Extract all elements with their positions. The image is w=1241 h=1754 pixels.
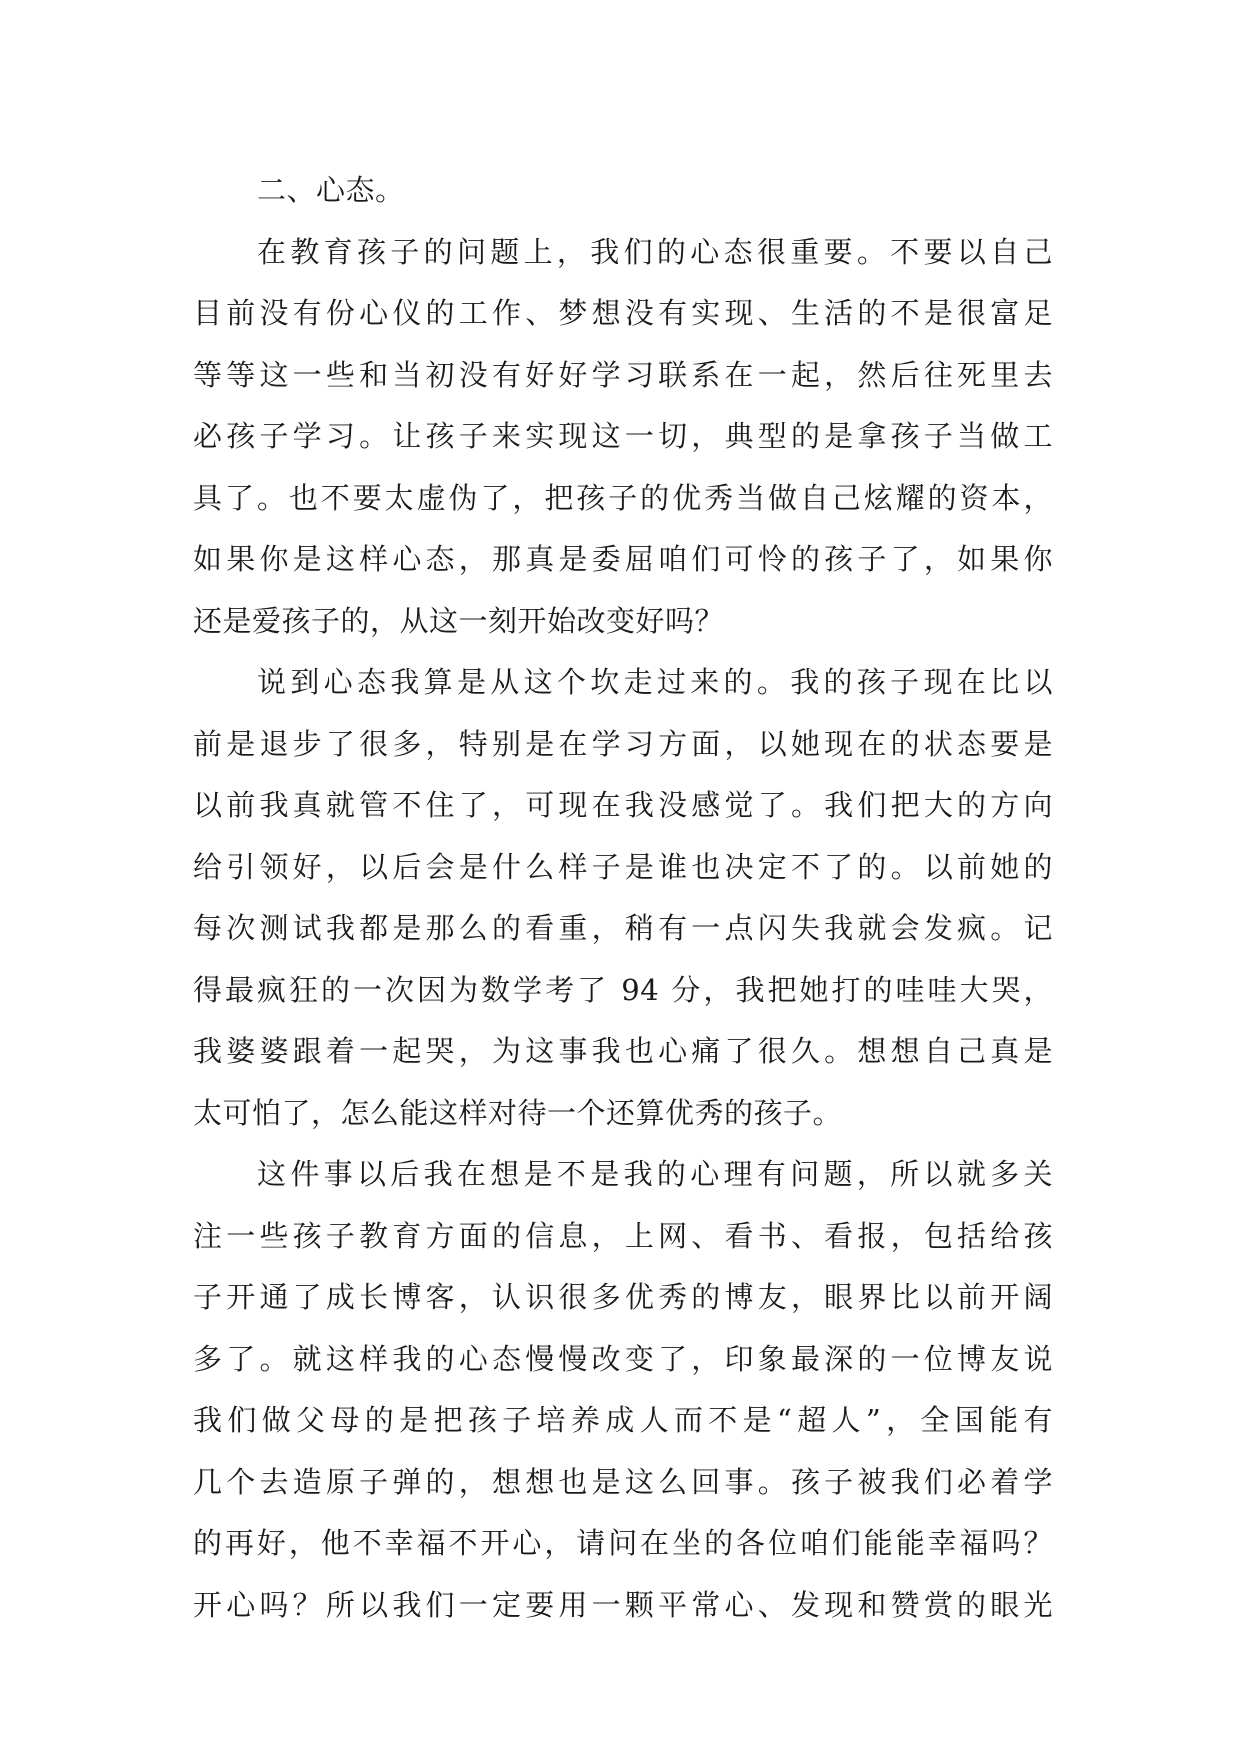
paragraph-line: 每次测试我都是那么的看重，稍有一点闪失我就会发疯。记 xyxy=(193,911,1053,945)
paragraph-line: 如果你是这样心态，那真是委屈咱们可怜的孩子了，如果你 xyxy=(193,542,1053,576)
paragraph-line: 具了。也不要太虚伪了，把孩子的优秀当做自己炫耀的资本， xyxy=(193,480,1053,515)
paragraph-line: 说到心态我算是从这个坎走过来的。我的孩子现在比以 xyxy=(257,665,1053,699)
paragraph-line: 太可怕了，怎么能这样对待一个还算优秀的孩子。 xyxy=(193,1095,843,1130)
paragraph-line: 得最疯狂的一次因为数学考了 94 分，我把她打的哇哇大哭， xyxy=(193,972,1053,1007)
paragraph-line: 目前没有份心仪的工作、梦想没有实现、生活的不是很富足 xyxy=(193,296,1053,330)
paragraph-line: 在教育孩子的问题上，我们的心态很重要。不要以自己 xyxy=(257,234,1053,269)
paragraph-line: 子开通了成长博客，认识很多优秀的博友，眼界比以前开阔 xyxy=(193,1280,1053,1314)
paragraph-line: 注一些孩子教育方面的信息，上网、看书、看报，包括给孩 xyxy=(193,1218,1053,1253)
paragraph-line: 开心吗？所以我们一定要用一颗平常心、发现和赞赏的眼光 xyxy=(193,1587,1053,1622)
paragraph-line: 多了。就这样我的心态慢慢改变了，印象最深的一位博友说 xyxy=(193,1341,1053,1376)
paragraph-line: 几个去造原子弹的，想想也是这么回事。孩子被我们必着学 xyxy=(193,1464,1053,1499)
paragraph-line: 以前我真就管不住了，可现在我没感觉了。我们把大的方向 xyxy=(193,788,1053,822)
document-body xyxy=(193,160,1053,1636)
paragraph-line: 给引领好，以后会是什么样子是谁也决定不了的。以前她的 xyxy=(193,849,1053,884)
paragraph-line: 的再好，他不幸福不开心，请问在坐的各位咱们能能幸福吗？ xyxy=(193,1526,1053,1560)
section-heading: 二、心态。 xyxy=(257,173,405,207)
paragraph-line: 我婆婆跟着一起哭，为这事我也心痛了很久。想想自己真是 xyxy=(193,1034,1053,1068)
paragraph-line: 等等这一些和当初没有好好学习联系在一起，然后往死里去 xyxy=(193,357,1053,392)
paragraph-line: 我们做父母的是把孩子培养成人而不是“超人”，全国能有 xyxy=(193,1403,1053,1437)
paragraph-line: 这件事以后我在想是不是我的心理有问题，所以就多关 xyxy=(257,1157,1053,1191)
paragraph-line: 必孩子学习。让孩子来实现这一切，典型的是拿孩子当做工 xyxy=(193,419,1053,453)
paragraph-line: 前是退步了很多，特别是在学习方面，以她现在的状态要是 xyxy=(193,726,1053,761)
paragraph-line: 还是爱孩子的，从这一刻开始改变好吗？ xyxy=(193,603,725,638)
